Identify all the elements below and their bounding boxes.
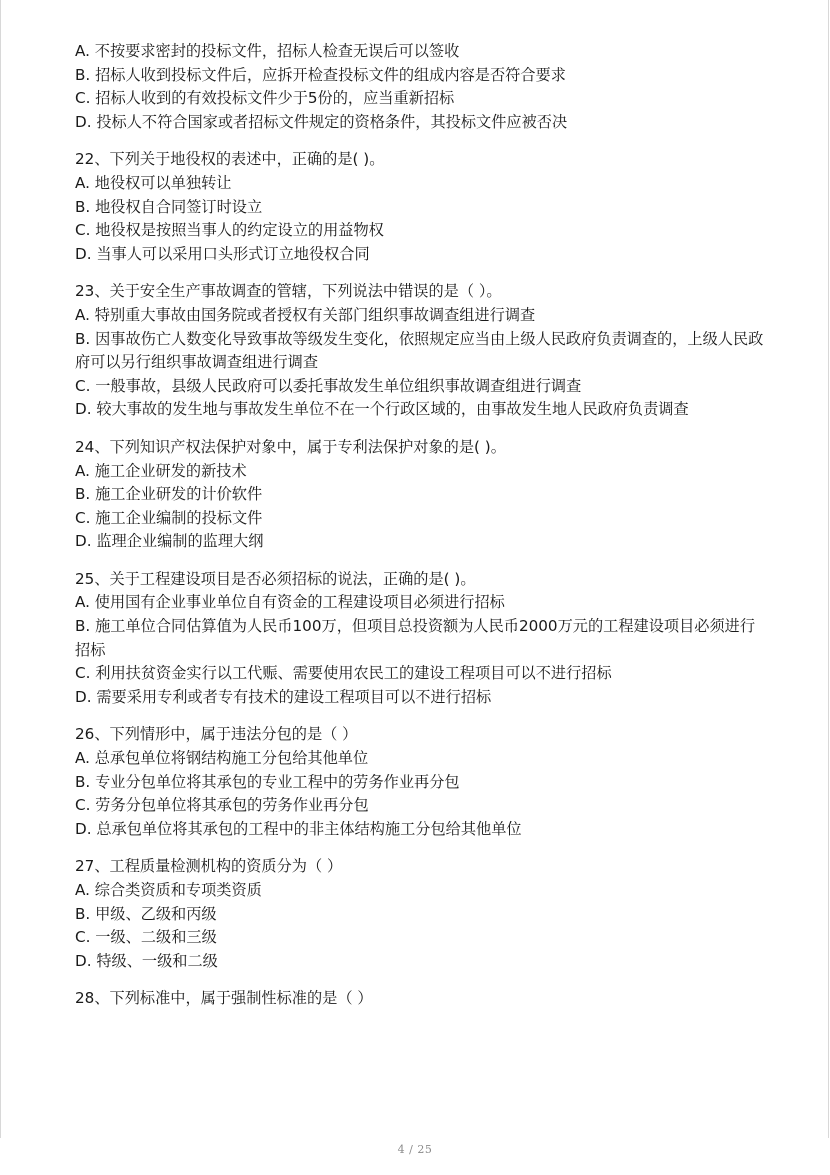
question-stem: 24、下列知识产权法保护对象中，属于专利法保护对象的是( )。 <box>75 437 506 456</box>
option-c: C. 施工企业编制的投标文件 <box>75 508 263 527</box>
option-b: B. 施工企业研发的计价软件 <box>75 485 263 504</box>
option-b: B. 地役权自合同签订时设立 <box>75 197 263 216</box>
option-b: B. 招标人收到投标文件后，应拆开检查投标文件的组成内容是否符合要求 <box>75 65 566 84</box>
option-d: D. 投标人不符合国家或者招标文件规定的资格条件，其投标文件应被否决 <box>75 112 568 131</box>
option-a: A. 综合类资质和专项类资质 <box>75 881 262 899</box>
question-stem: 26、下列情形中，属于违法分包的是（ ） <box>75 725 358 744</box>
carryover-options <box>75 40 765 134</box>
option-b: B. 甲级、乙级和丙级 <box>75 904 217 923</box>
option-c: C. 劳务分包单位将其承包的劳务作业再分包 <box>75 796 369 815</box>
option-b: B. 因事故伤亡人数变化导致事故等级发生变化，依照规定应当由上级人民政府负责调查的，上级人民政府可以另行组织事故调查组进行调查 <box>75 329 764 372</box>
question-27 <box>75 855 765 973</box>
option-a: A. 总承包单位将钢结构施工分包给其他单位 <box>75 749 369 768</box>
option-d: D. 需要采用专利或者专有技术的建设工程项目可以不进行招标 <box>75 687 492 706</box>
option-a: A. 不按要求密封的投标文件，招标人检查无误后可以签收 <box>75 42 460 60</box>
option-c: C. 招标人收到的有效投标文件少于5份的，应当重新招标 <box>75 89 455 108</box>
question-25 <box>75 568 765 710</box>
question-stem: 23、关于安全生产事故调查的管辖，下列说法中错误的是（ ）。 <box>75 282 502 301</box>
document-content <box>75 40 765 1025</box>
option-a: A. 特别重大事故由国务院或者授权有关部门组织事故调查组进行调查 <box>75 305 536 324</box>
option-c: C. 利用扶贫资金实行以工代赈、需要使用农民工的建设工程项目可以不进行招标 <box>75 664 612 683</box>
option-c: C. 地役权是按照当事人的约定设立的用益物权 <box>75 221 384 240</box>
option-b: B. 专业分包单位将其承包的专业工程中的劳务作业再分包 <box>75 772 460 791</box>
option-a: A. 地役权可以单独转让 <box>75 173 232 192</box>
question-22 <box>75 148 765 266</box>
option-b: B. 施工单位合同估算值为人民币100万，但项目总投资额为人民币2000万元的工程建设项目必须进行招标 <box>75 617 756 659</box>
question-24 <box>75 436 765 554</box>
question-23 <box>75 280 765 422</box>
question-stem: 27、工程质量检测机构的资质分为（ ） <box>75 857 343 876</box>
option-c: C. 一般事故，县级人民政府可以委托事故发生单位组织事故调查组进行调查 <box>75 376 582 395</box>
option-c: C. 一级、二级和三级 <box>75 928 217 947</box>
option-d: D. 总承包单位将其承包的工程中的非主体结构施工分包给其他单位 <box>75 819 522 838</box>
question-stem: 22、下列关于地役权的表述中，正确的是( )。 <box>75 150 385 169</box>
option-d: D. 监理企业编制的监理大纲 <box>75 532 264 551</box>
question-28 <box>75 987 765 1011</box>
option-a: A. 施工企业研发的新技术 <box>75 461 247 480</box>
option-d: D. 当事人可以采用口头形式订立地役权合同 <box>75 244 370 263</box>
option-d: D. 较大事故的发生地与事故发生单位不在一个行政区域的，由事故发生地人民政府负责调查 <box>75 400 689 419</box>
question-stem: 25、关于工程建设项目是否必须招标的说法，正确的是( )。 <box>75 569 476 588</box>
question-stem: 28、下列标准中，属于强制性标准的是（ ） <box>75 989 373 1008</box>
option-a: A. 使用国有企业事业单位自有资金的工程建设项目必须进行招标 <box>75 593 505 612</box>
question-26 <box>75 723 765 841</box>
option-d: D. 特级、一级和二级 <box>75 951 218 970</box>
page-indicator: 4 / 25 <box>397 1143 433 1156</box>
